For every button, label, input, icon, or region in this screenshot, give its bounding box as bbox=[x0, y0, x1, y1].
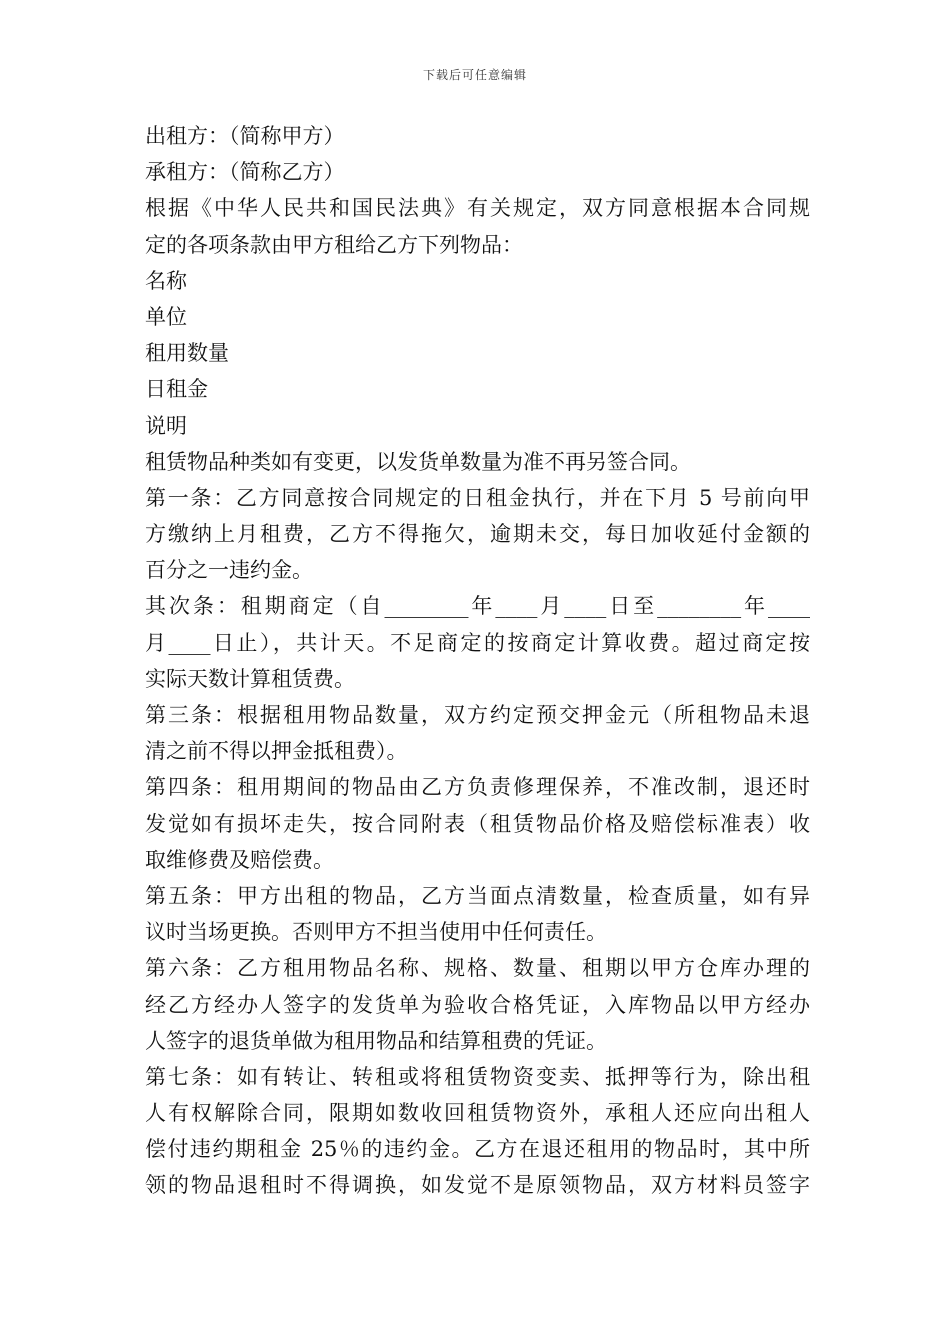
document-line: 发觉如有损坏走失，按合同附表（租赁物品价格及赔偿标准表）收 bbox=[145, 811, 810, 836]
document-line: 租赁物品种类如有变更，以发货单数量为准不再另签合同。 bbox=[145, 449, 691, 474]
document-line: 第六条：乙方租用物品名称、规格、数量、租期以甲方仓库办理的 bbox=[145, 956, 810, 981]
document-line: 实际天数计算租赁费。 bbox=[145, 666, 355, 691]
document-line: 出租方：（简称甲方） bbox=[145, 124, 345, 148]
document-line: 定的各项条款由甲方租给乙方下列物品： bbox=[145, 232, 523, 257]
document-line: 第四条：租用期间的物品由乙方负责修理保养，不准改制，退还时 bbox=[145, 775, 810, 800]
document-line: 月____日止），共计天。不足商定的按商定计算收费。超过商定按 bbox=[145, 630, 810, 655]
document-line: 人签字的退货单做为租用物品和结算租费的凭证。 bbox=[145, 1028, 607, 1053]
document-line: 第三条：根据租用物品数量，双方约定预交押金元（所租物品未退 bbox=[145, 703, 810, 727]
document-line: 百分之一违约金。 bbox=[145, 558, 313, 583]
document-line: 经乙方经办人签字的发货单为验收合格凭证，入库物品以甲方经办 bbox=[145, 992, 810, 1017]
document-line: 说明 bbox=[145, 413, 187, 438]
document-line: 人有权解除合同，限期如数收回租赁物资外，承租人还应向出租人 bbox=[145, 1101, 810, 1126]
document-line: 第一条：乙方同意按合同规定的日租金执行，并在下月 5 号前向甲 bbox=[145, 485, 810, 510]
document-line: 承租方：（简称乙方） bbox=[145, 160, 345, 185]
document-line: 租用数量 bbox=[145, 341, 229, 366]
document-line: 议时当场更换。否则甲方不担当使用中任何责任。 bbox=[145, 920, 607, 945]
document-line: 名称 bbox=[145, 268, 187, 293]
document-line: 根据《中华人民共和国民法典》有关规定，双方同意根据本合同规 bbox=[145, 196, 810, 221]
document-line: 第五条：甲方出租的物品，乙方当面点清数量，检查质量，如有异 bbox=[145, 883, 810, 908]
document-line: 其次条：租期商定（自________年____月____日至________年____ bbox=[145, 594, 810, 619]
document-line: 方缴纳上月租费，乙方不得拖欠，逾期未交，每日加收延付金额的 bbox=[145, 522, 810, 547]
document-line: 日租金 bbox=[145, 377, 208, 402]
document-line: 单位 bbox=[145, 304, 187, 329]
document-line: 领的物品退租时不得调换，如发觉不是原领物品，双方材料员签字 bbox=[145, 1173, 810, 1198]
document-line: 取维修费及赔偿费。 bbox=[145, 847, 334, 872]
document-line: 第七条：如有转让、转租或将租赁物资变卖、抵押等行为，除出租 bbox=[145, 1064, 810, 1089]
document-line: 偿付违约期租金 25％的违约金。乙方在退还租用的物品时，其中所 bbox=[145, 1137, 810, 1162]
document-body bbox=[145, 118, 810, 1204]
document-line: 清之前不得以押金抵租费）。 bbox=[145, 739, 408, 764]
page-header-note: 下载后可任意编辑 bbox=[422, 68, 527, 82]
